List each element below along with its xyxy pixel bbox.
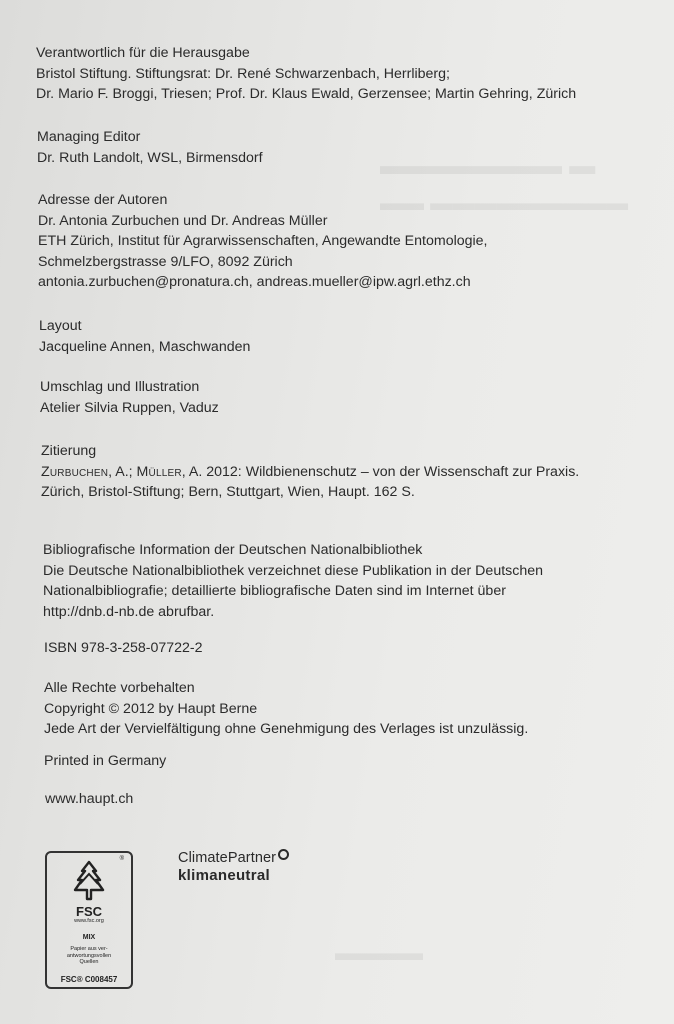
- citation-text: , A.;: [108, 463, 137, 480]
- fsc-claim-line: Quellen: [79, 959, 99, 965]
- fsc-url: www.fsc.org: [74, 918, 104, 924]
- bibliography-line: Die Deutsche Nationalbibliothek verzeichnet diese Publikation in der Deutschen: [43, 562, 544, 579]
- circle-icon: [278, 849, 289, 860]
- rights-section: [44, 678, 528, 740]
- authors-section: [38, 190, 488, 293]
- authors-label: Adresse der Autoren: [38, 192, 168, 208]
- citation-author: Müller: [136, 463, 182, 480]
- publisher-line: Bristol Stiftung. Stiftungsrat: Dr. René Schwarzenbach, Herrliberg;: [36, 65, 450, 82]
- authors-emails: antonia.zurbuchen@pronatura.ch, andreas.mueller@ipw.agrl.ethz.ch: [38, 274, 471, 290]
- publisher-section: [36, 43, 576, 105]
- isbn-section: [44, 638, 203, 659]
- citation-line: Zürich, Bristol-Stiftung; Bern, Stuttgart, Wien, Haupt. 162 S.: [41, 484, 415, 500]
- layout-section: [39, 316, 250, 357]
- show-through-ghost: ▬▬▬▬▬▬▬ ▬: [380, 150, 596, 180]
- fsc-claim-line: Papier aus ver-: [70, 946, 108, 952]
- climate-partner-tagline: klimaneutral: [178, 867, 270, 884]
- publisher-label: Verantwortlich für die Herausgabe: [36, 45, 250, 61]
- bibliography-line: Nationalbibliografie; detaillierte bibliografische Daten sind im Internet über: [43, 583, 506, 599]
- copyright-line: Copyright © 2012 by Haupt Berne: [44, 700, 258, 717]
- citation-line: [41, 462, 579, 483]
- citation-section: [41, 441, 579, 503]
- registered-mark: ®: [119, 856, 124, 862]
- authors-street: Schmelzbergstrasse 9/LFO, 8092 Zürich: [38, 253, 293, 270]
- fsc-claim: [47, 946, 131, 966]
- isbn: ISBN 978-3-258-07722-2: [44, 640, 203, 656]
- fsc-claim-line: antwortungsvollen: [66, 952, 112, 959]
- bibliography-section: [43, 540, 543, 622]
- fsc-label: [45, 851, 133, 989]
- layout-name: Jacqueline Annen, Maschwanden: [39, 338, 251, 355]
- printed-in: Printed in Germany: [44, 753, 167, 769]
- authors-institute: ETH Zürich, Institut für Agrarwissenschaften, Angewandte Entomologie,: [38, 233, 488, 249]
- cover-name: Atelier Silvia Ruppen, Vaduz: [40, 399, 219, 416]
- show-through-ghost: ▬▬▬▬: [335, 940, 423, 965]
- managing-editor-label: Managing Editor: [37, 129, 141, 145]
- fsc-tree-icon: [47, 859, 131, 903]
- show-through-ghost: ▬▬ ▬▬▬▬▬▬▬▬▬: [380, 190, 629, 215]
- printed-section: [44, 751, 166, 772]
- bibliography-heading: Bibliografische Information der Deutschen Nationalbibliothek: [43, 542, 423, 558]
- managing-editor-name: Dr. Ruth Landolt, WSL, Birmensdorf: [37, 149, 263, 166]
- citation-author: Zurbuchen: [41, 463, 109, 480]
- website-section: [45, 789, 133, 810]
- website-link[interactable]: www.haupt.ch: [45, 791, 134, 807]
- rights-line: Jede Art der Vervielfältigung ohne Genehmigung des Verlages ist unzulässig.: [44, 721, 529, 737]
- climate-partner-logo: [178, 849, 289, 884]
- publisher-line: Dr. Mario F. Broggi, Triesen; Prof. Dr. Klaus Ewald, Gerzensee; Martin Gehring, Zürich: [36, 86, 577, 102]
- fsc-code: FSC® C008457: [60, 974, 118, 984]
- authors-names: Dr. Antonia Zurbuchen und Dr. Andreas Müller: [38, 212, 328, 229]
- bibliography-link[interactable]: http://dnb.d-nb.de abrufbar.: [43, 603, 215, 620]
- managing-editor-section: [37, 127, 263, 168]
- cover-label: Umschlag und Illustration: [40, 379, 200, 395]
- fsc-name: FSC: [76, 904, 102, 919]
- cover-section: [40, 377, 219, 418]
- layout-label: Layout: [39, 318, 82, 334]
- fsc-mix: MIX: [82, 934, 96, 941]
- citation-label: Zitierung: [41, 443, 97, 459]
- citation-text: , A. 2012: Wildbienenschutz – von der Wissenschaft zur Praxis.: [181, 463, 580, 480]
- rights-line: Alle Rechte vorbehalten: [44, 680, 195, 696]
- climate-partner-name: ClimatePartner: [178, 850, 277, 866]
